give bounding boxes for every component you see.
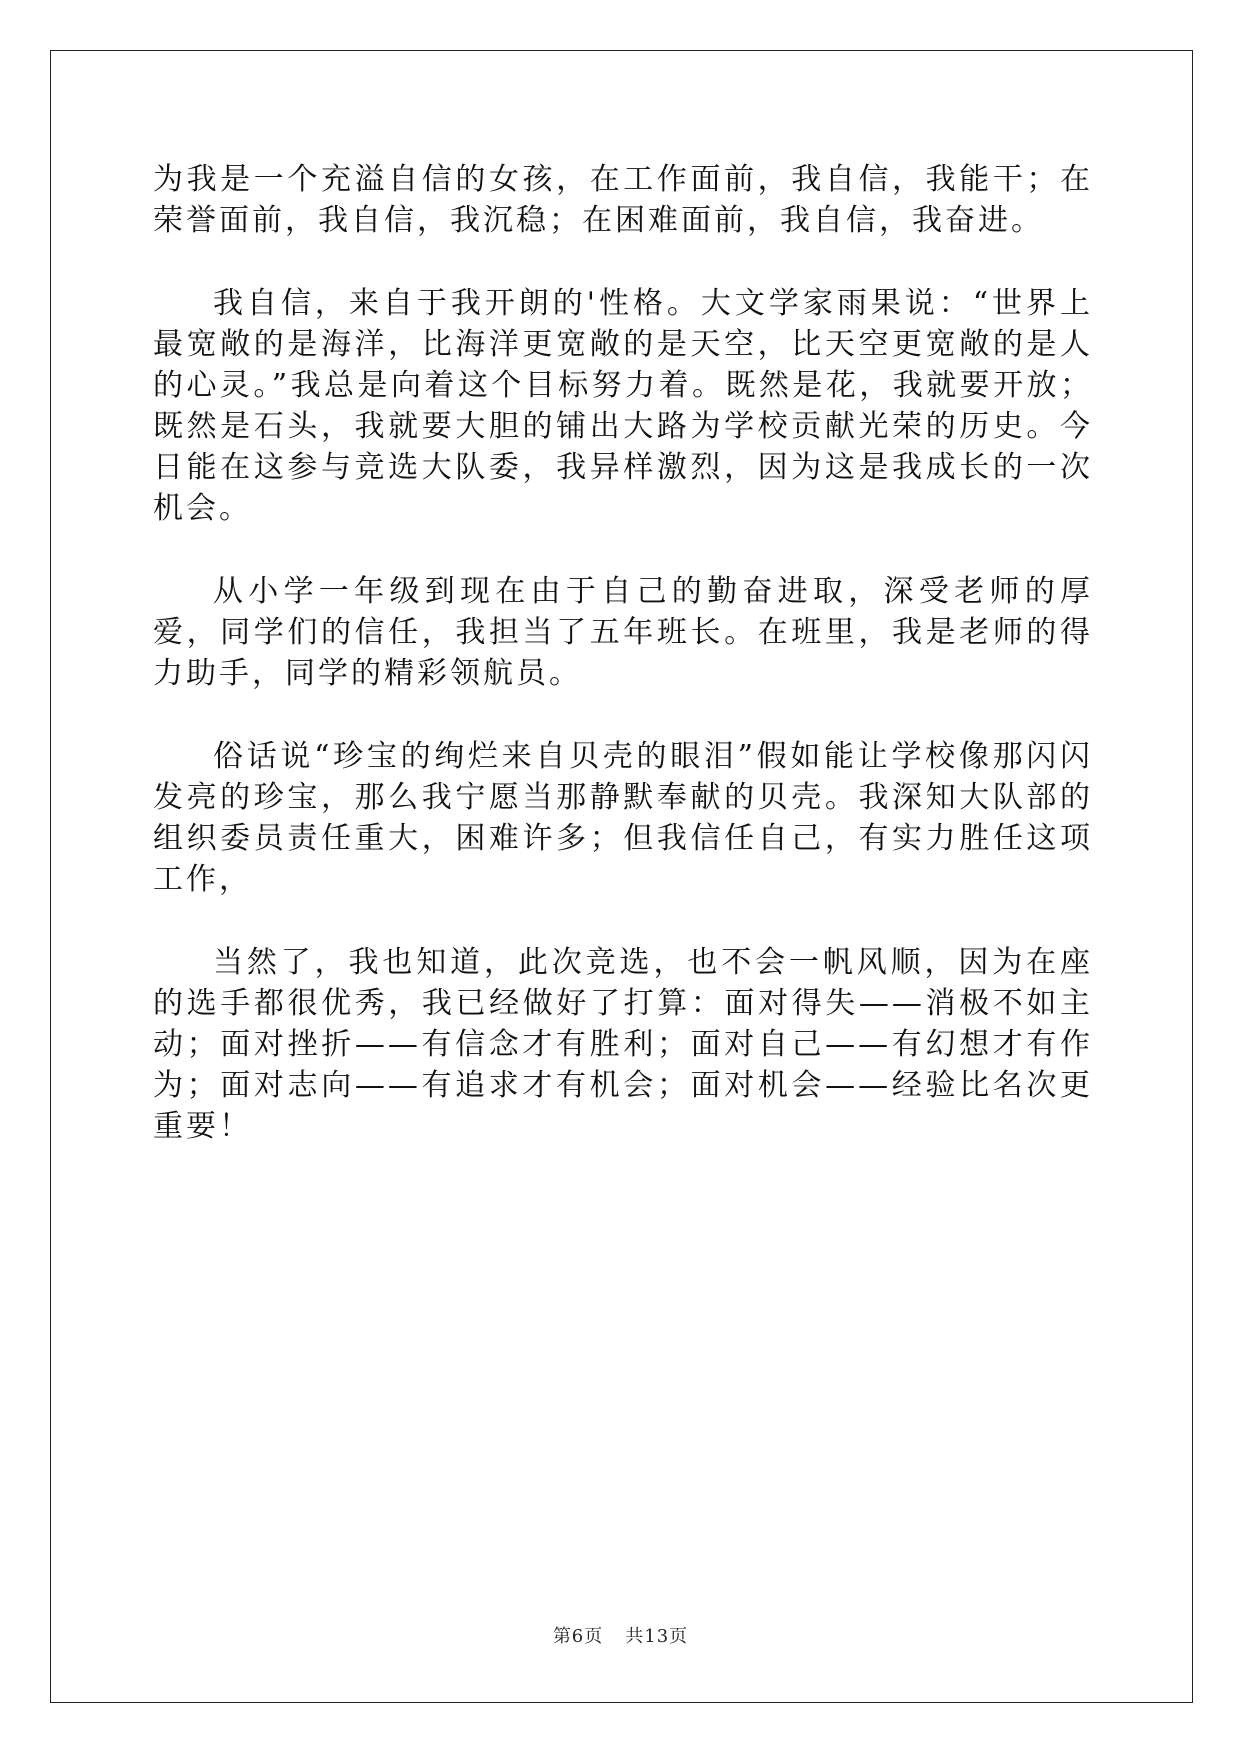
paragraph-1: 为我是一个充溢自信的女孩，在工作面前，我自信，我能干；在荣誉面前，我自信，我沉稳；在困难面前，我自信，我奋进。 <box>153 162 1093 238</box>
paragraph-5: 当然了，我也知道，此次竞选，也不会一帆风顺，因为在座的选手都很优秀，我已经做好了打算：面对得失——消极不如主动；面对挫折——有信念才有胜利；面对自己——有幻想才有作为；面对志向——有追求才有机会；面对机会——经验比名次更重要！ <box>153 945 1093 1144</box>
page-footer <box>0 1622 1241 1648</box>
paragraph-3: 从小学一年级到现在由于自己的勤奋进取，深受老师的厚爱，同学们的信任，我担当了五年班长。在班里，我是老师的得力助手，同学的精彩领航员。 <box>153 574 1093 691</box>
page-number: 第6页 <box>552 1626 604 1647</box>
paragraph-2: 我自信，来自于我开朗的'性格。大文学家雨果说：“世界上最宽敞的是海洋，比海洋更宽敞的是天空，比天空更宽敞的是人的心灵。”我总是向着这个目标努力着。既然是花，我就要开放；既然是石头，我就要大胆的铺出大路为学校贡献光荣的历史。今日能在这参与竞选大队委，我异样激烈，因为这是我成长的一次机会。 <box>153 286 1093 526</box>
paragraph-4: 俗话说“珍宝的绚烂来自贝壳的眼泪”假如能让学校像那闪闪发亮的珍宝，那么我宁愿当那静默奉献的贝壳。我深知大队部的组织委员责任重大，困难许多；但我信任自己，有实力胜任这项工作， <box>153 739 1093 897</box>
page-total: 共13页 <box>625 1626 689 1647</box>
document-body <box>153 159 1093 1189</box>
